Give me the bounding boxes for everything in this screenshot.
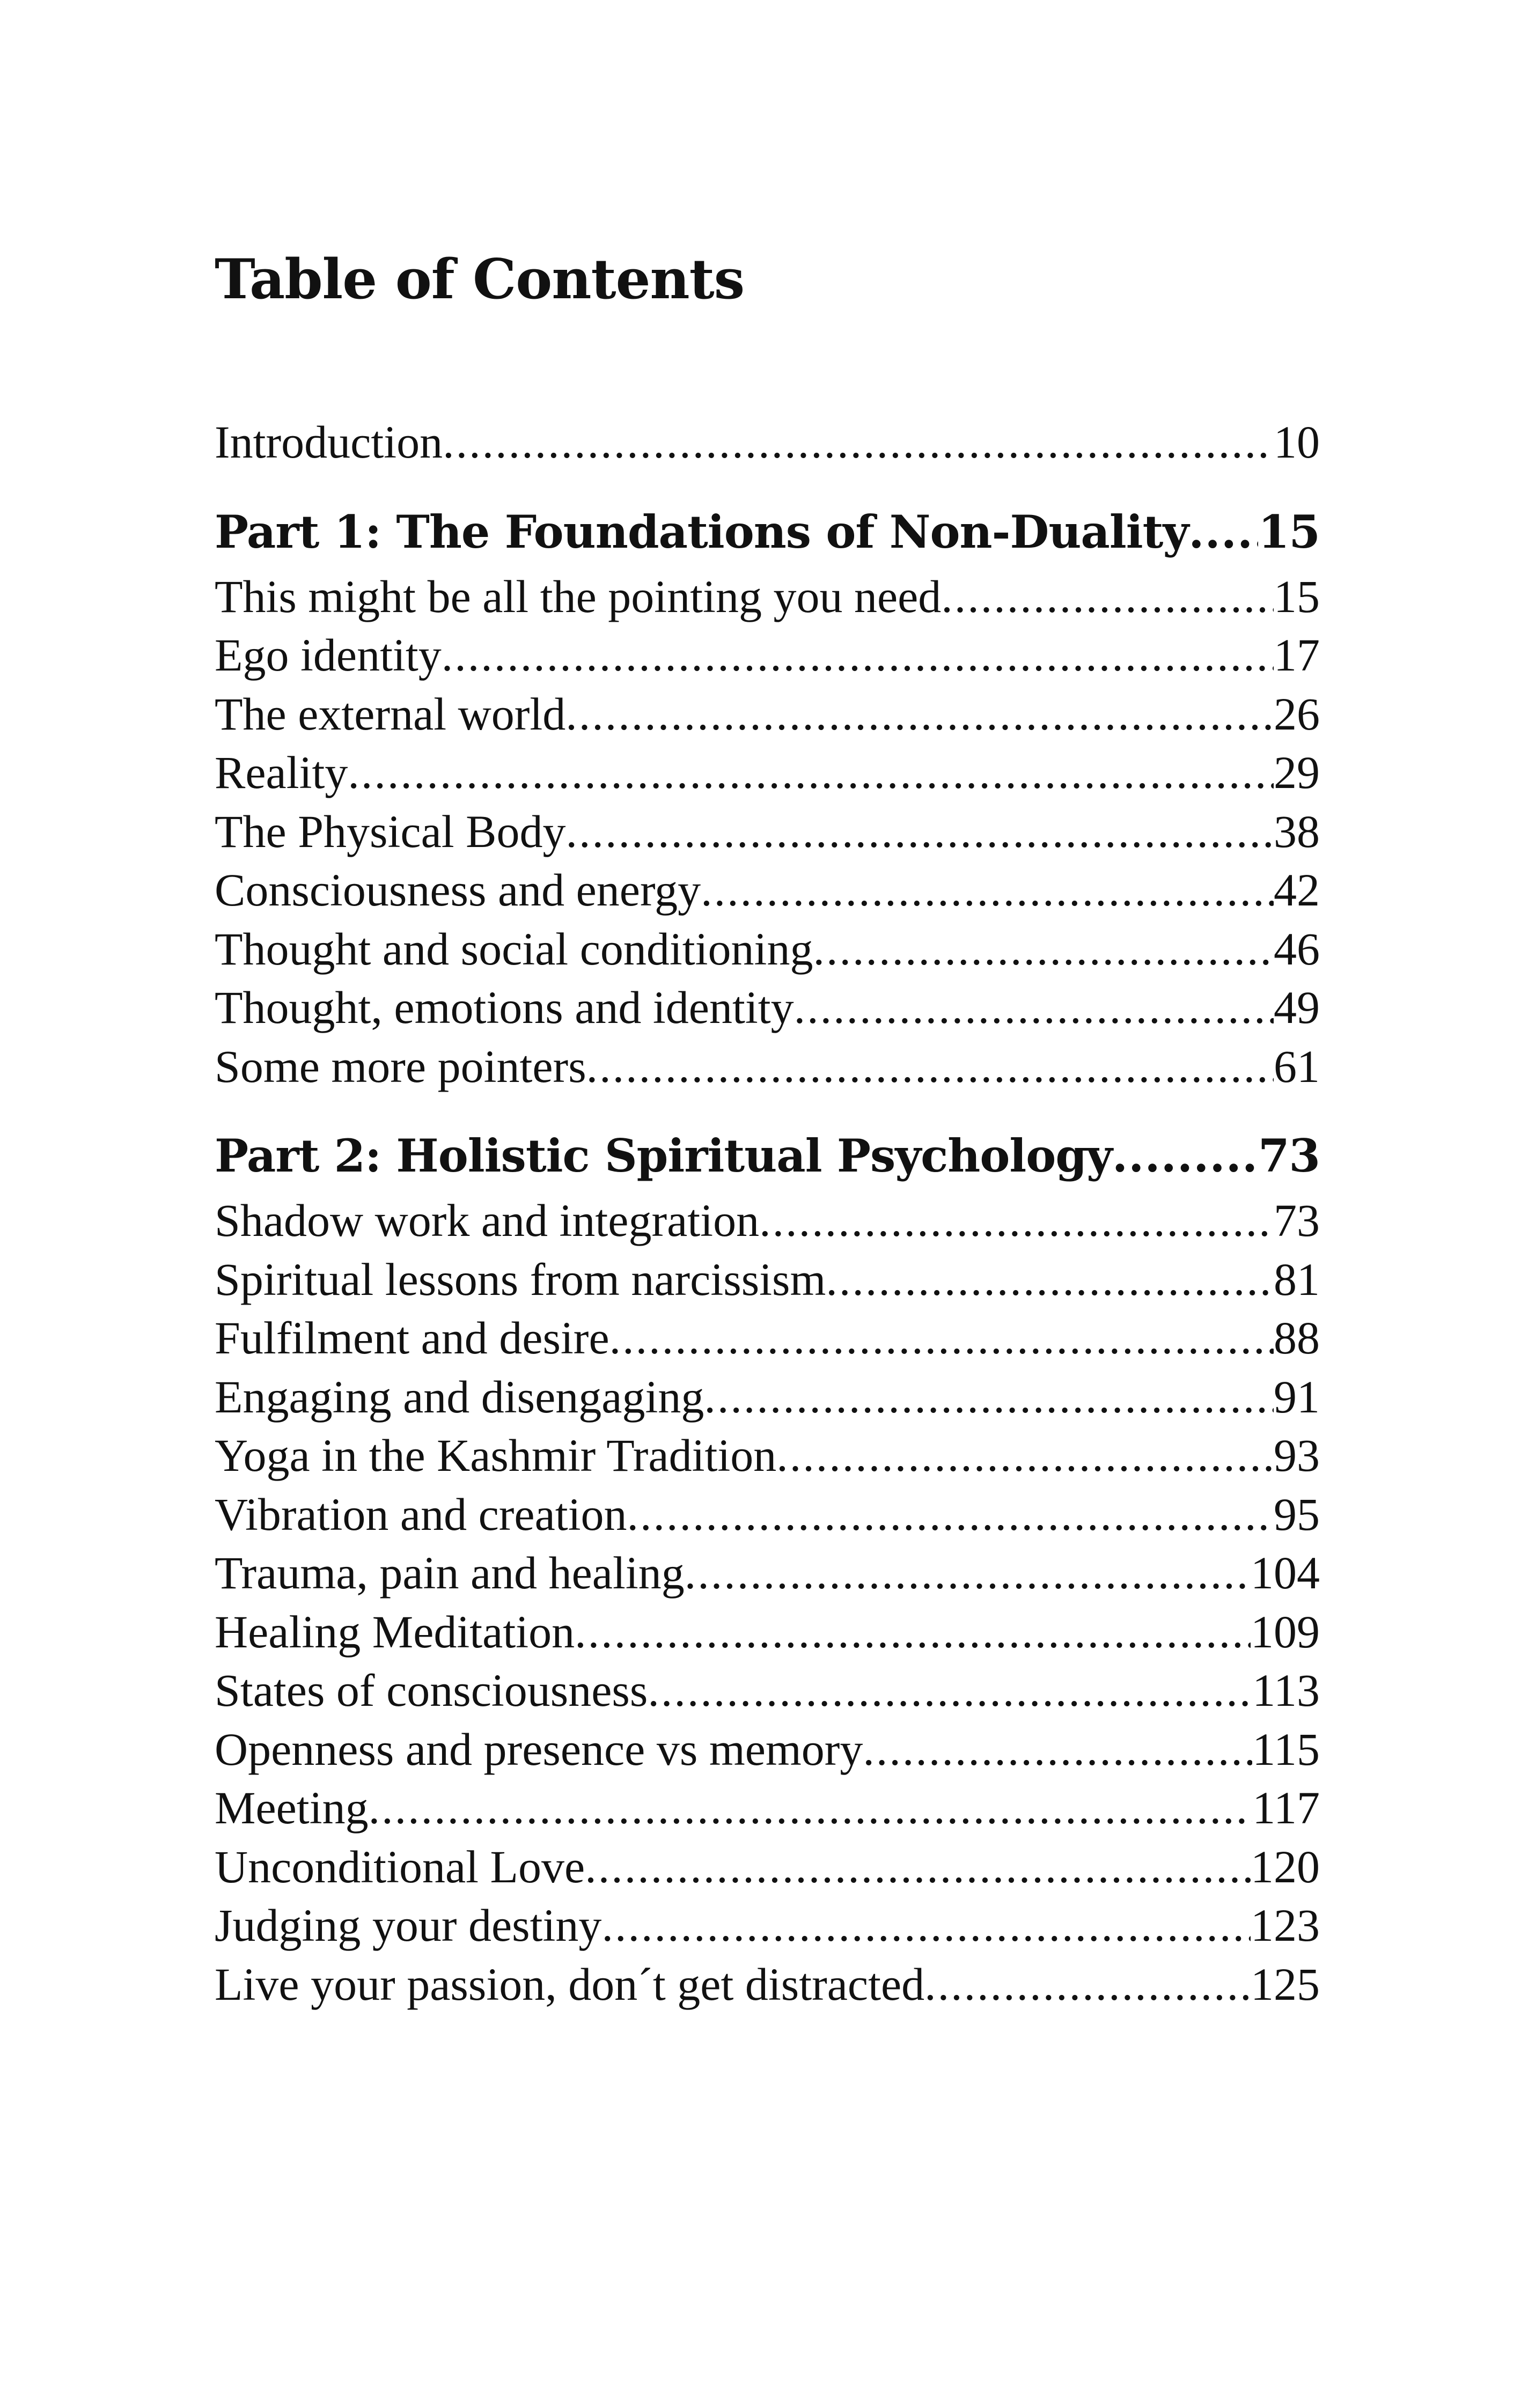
toc-entry-label: Ego identity [215, 629, 442, 681]
toc-entry-label: Vibration and creation [215, 1488, 627, 1540]
dot-leader [1188, 497, 1258, 568]
toc-entry-label: This might be all the pointing you need [215, 570, 942, 622]
toc-entry[interactable] [215, 626, 1320, 685]
toc-entry-label: Thought, emotions and identity [215, 982, 794, 1033]
toc-entry-page-number: 88 [1274, 1312, 1320, 1364]
dot-leader [442, 626, 1274, 685]
toc-entry-page-number: 17 [1274, 629, 1320, 681]
toc-entry[interactable] [215, 685, 1320, 744]
toc-entry[interactable] [215, 1544, 1320, 1603]
dot-leader [601, 1896, 1251, 1955]
toc-entry-page-number: 15 [1258, 505, 1320, 558]
toc-entry[interactable] [215, 1191, 1320, 1250]
toc-entry-page-number: 113 [1252, 1665, 1320, 1716]
dot-leader [813, 920, 1274, 979]
dot-leader [575, 1603, 1251, 1662]
toc-entry[interactable] [215, 1426, 1320, 1485]
dot-leader [369, 1779, 1253, 1838]
toc-entry-page-number: 104 [1251, 1547, 1320, 1599]
toc-entry-page-number: 120 [1251, 1840, 1320, 1892]
toc-part-heading[interactable] [215, 1121, 1320, 1191]
dot-leader [627, 1485, 1274, 1544]
toc-entry[interactable] [215, 743, 1320, 802]
toc-entry-page-number: 42 [1274, 864, 1320, 916]
toc-entry-page-number: 125 [1251, 1958, 1320, 2010]
dot-leader [586, 1037, 1274, 1096]
toc-entry[interactable] [215, 568, 1320, 627]
dot-leader [701, 861, 1274, 920]
toc-entry-page-number: 38 [1274, 805, 1320, 857]
dot-leader [759, 1191, 1274, 1250]
dot-leader [826, 1250, 1274, 1309]
dot-leader [348, 743, 1274, 802]
toc-entry-page-number: 109 [1251, 1606, 1320, 1658]
toc-entry[interactable] [215, 1485, 1320, 1544]
toc-entry-page-number: 115 [1252, 1723, 1320, 1775]
toc-entry-page-number: 123 [1251, 1899, 1320, 1951]
toc-entry[interactable] [215, 802, 1320, 861]
toc-entry-label: Judging your destiny [215, 1899, 602, 1951]
toc-entry[interactable] [215, 861, 1320, 920]
toc-entry-page-number: 46 [1274, 923, 1320, 975]
toc-entry[interactable] [215, 1955, 1320, 2014]
toc-entry-page-number: 26 [1274, 688, 1320, 740]
dot-leader [609, 1309, 1274, 1368]
dot-leader [794, 978, 1274, 1037]
dot-leader [443, 413, 1274, 472]
toc-entry-label: States of consciousness [215, 1665, 648, 1716]
toc-entry[interactable] [215, 1779, 1320, 1838]
toc-entry-label: Consciousness and energy [215, 864, 701, 916]
toc-entry-page-number: 93 [1274, 1430, 1320, 1481]
dot-leader [565, 685, 1274, 744]
toc-entry-label: Introduction [215, 416, 443, 468]
toc-entry-page-number: 10 [1274, 416, 1320, 468]
toc-list [215, 413, 1320, 2014]
dot-leader [863, 1720, 1252, 1779]
toc-entry-page-number: 49 [1274, 982, 1320, 1033]
toc-entry-page-number: 61 [1274, 1040, 1320, 1092]
toc-entry-label: Some more pointers [215, 1040, 586, 1092]
toc-entry-page-number: 73 [1274, 1195, 1320, 1246]
toc-entry-label: Part 1: The Foundations of Non-Duality [215, 505, 1189, 558]
toc-entry[interactable] [215, 1309, 1320, 1368]
toc-entry-page-number: 29 [1274, 747, 1320, 798]
toc-entry-label: The Physical Body [215, 805, 566, 857]
dot-leader [685, 1544, 1251, 1603]
toc-entry[interactable] [215, 1661, 1320, 1720]
toc-entry[interactable] [215, 920, 1320, 979]
toc-entry-label: Thought and social conditioning [215, 923, 813, 975]
toc-entry-label: Part 2: Holistic Spiritual Psychology [215, 1129, 1112, 1182]
toc-entry[interactable] [215, 978, 1320, 1037]
toc-part-heading[interactable] [215, 497, 1320, 568]
toc-entry[interactable] [215, 1037, 1320, 1096]
toc-entry-page-number: 81 [1274, 1253, 1320, 1305]
toc-entry-label: Reality [215, 747, 348, 798]
page-title: Table of Contents [215, 247, 745, 312]
toc-entry-page-number: 91 [1274, 1371, 1320, 1423]
toc-entry-label: Trauma, pain and healing [215, 1547, 685, 1599]
toc-entry[interactable] [215, 1720, 1320, 1779]
dot-leader [1112, 1121, 1258, 1191]
toc-entry-page-number: 95 [1274, 1488, 1320, 1540]
toc-entry[interactable] [215, 413, 1320, 472]
toc-entry[interactable] [215, 1896, 1320, 1955]
toc-entry-label: Healing Meditation [215, 1606, 575, 1658]
toc-entry-label: Live your passion, don´t get distracted [215, 1958, 925, 2010]
toc-entry-page-number: 15 [1274, 570, 1320, 622]
toc-entry[interactable] [215, 1250, 1320, 1309]
dot-leader [585, 1838, 1251, 1897]
toc-entry-label: Fulfilment and desire [215, 1312, 609, 1364]
toc-entry[interactable] [215, 1838, 1320, 1897]
toc-entry[interactable] [215, 1368, 1320, 1427]
toc-entry-label: Yoga in the Kashmir Tradition [215, 1430, 777, 1481]
dot-leader [924, 1955, 1251, 2014]
toc-entry[interactable] [215, 1603, 1320, 1662]
toc-entry-label: The external world [215, 688, 566, 740]
toc-entry-label: Meeting [215, 1782, 369, 1833]
dot-leader [776, 1426, 1274, 1485]
dot-leader [941, 568, 1274, 627]
toc-entry-label: Openness and presence vs memory [215, 1723, 863, 1775]
toc-entry-page-number: 117 [1252, 1782, 1320, 1833]
document-page [215, 0, 1320, 2408]
toc-entry-label: Shadow work and integration [215, 1195, 760, 1246]
toc-entry-page-number: 73 [1258, 1129, 1320, 1182]
toc-entry-label: Engaging and disengaging [215, 1371, 704, 1423]
toc-entry-label: Spiritual lessons from narcissism [215, 1253, 826, 1305]
dot-leader [566, 802, 1274, 861]
toc-entry-label: Unconditional Love [215, 1840, 585, 1892]
dot-leader [704, 1368, 1274, 1427]
dot-leader [648, 1661, 1252, 1720]
